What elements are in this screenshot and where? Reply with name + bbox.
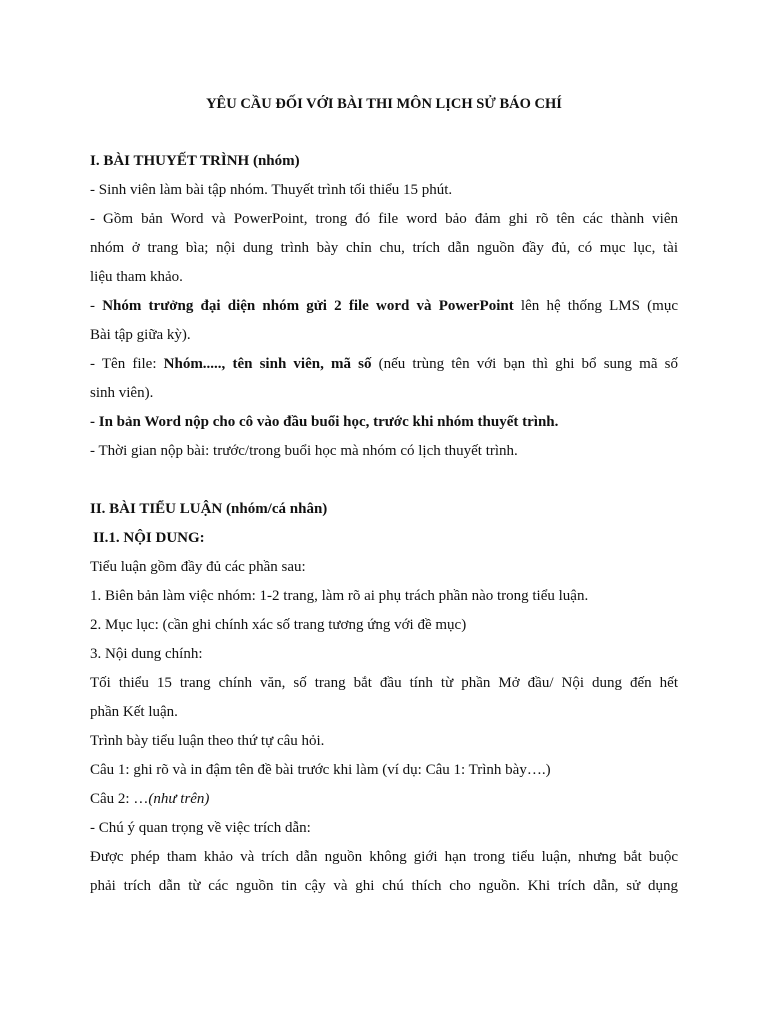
section-2-line-5: Tối thiểu 15 trang chính văn, số trang bắt đầu tính từ phần Mở đầu/ Nội dung đến hết bbox=[90, 675, 678, 691]
section-1-line-3: nhóm ở trang bìa; nội dung trình bày chỉn chu, trích dẫn nguồn đầy đủ, có mục lục, tài bbox=[90, 240, 678, 256]
section-1-heading: I. BÀI THUYẾT TRÌNH (nhóm) bbox=[90, 153, 300, 169]
section-1-line-1: - Sinh viên làm bài tập nhóm. Thuyết trình tối thiểu 15 phút. bbox=[90, 182, 453, 198]
section-2-line-9-prefix: Câu 2: … bbox=[90, 791, 149, 807]
section-2-line-10: - Chú ý quan trọng về việc trích dẫn: bbox=[90, 820, 311, 836]
section-2-line-7: Trình bày tiểu luận theo thứ tự câu hỏi. bbox=[90, 733, 325, 749]
section-1-line-7-bold: Nhóm....., tên sinh viên, mã số bbox=[163, 356, 372, 372]
section-2-line-2: 1. Biên bản làm việc nhóm: 1-2 trang, làm rõ ai phụ trách phần nào trong tiểu luận. bbox=[90, 588, 589, 604]
section-1-line-7-prefix: - Tên file: bbox=[90, 356, 164, 372]
section-2-line-6: phần Kết luận. bbox=[90, 704, 178, 720]
section-2-line-1: Tiểu luận gồm đầy đủ các phần sau: bbox=[90, 559, 306, 575]
section-1-line-7-rest: (nếu trùng tên với bạn thì ghi bổ sung mã số bbox=[371, 356, 678, 372]
section-1-line-7 bbox=[90, 355, 678, 373]
section-2-heading: II. BÀI TIỂU LUẬN (nhóm/cá nhân) bbox=[90, 501, 328, 517]
section-1-line-6: Bài tập giữa kỳ). bbox=[90, 327, 191, 343]
section-1-line-5-bold: Nhóm trưởng đại diện nhóm gửi 2 file word và PowerPoint bbox=[102, 298, 514, 314]
section-1-line-9: - In bản Word nộp cho cô vào đầu buổi học, trước khi nhóm thuyết trình. bbox=[90, 414, 559, 430]
section-2-line-12: phải trích dẫn từ các nguồn tin cậy và ghi chú thích cho nguồn. Khi trích dẫn, sử dụng bbox=[90, 878, 678, 894]
section-2-line-9-italic: (như trên) bbox=[148, 791, 210, 807]
section-2-line-9 bbox=[90, 790, 209, 808]
section-1-line-10: - Thời gian nộp bài: trước/trong buổi học mà nhóm có lịch thuyết trình. bbox=[90, 443, 518, 459]
section-1-line-8: sinh viên). bbox=[90, 385, 154, 401]
section-1-line-4: liệu tham khảo. bbox=[90, 269, 183, 285]
section-2-subheading: II.1. NỘI DUNG: bbox=[93, 530, 205, 546]
section-1-line-5-rest: lên hệ thống LMS (mục bbox=[513, 298, 678, 314]
document-title: YÊU CẦU ĐỐI VỚI BÀI THI MÔN LỊCH SỬ BÁO CHÍ bbox=[206, 96, 562, 112]
section-1-line-5-prefix: - bbox=[90, 298, 103, 314]
section-2-line-8: Câu 1: ghi rõ và in đậm tên đề bài trước khi làm (ví dụ: Câu 1: Trình bày….) bbox=[90, 762, 551, 778]
section-2-line-11: Được phép tham khảo và trích dẫn nguồn không giới hạn trong tiểu luận, nhưng bắt buộc bbox=[90, 849, 678, 865]
section-1-line-2: - Gồm bản Word và PowerPoint, trong đó file word bảo đảm ghi rõ tên các thành viên bbox=[90, 211, 678, 227]
section-1-line-5 bbox=[90, 297, 678, 315]
section-2-line-3: 2. Mục lục: (cần ghi chính xác số trang tương ứng với đề mục) bbox=[90, 617, 467, 633]
section-2-line-4: 3. Nội dung chính: bbox=[90, 646, 203, 662]
